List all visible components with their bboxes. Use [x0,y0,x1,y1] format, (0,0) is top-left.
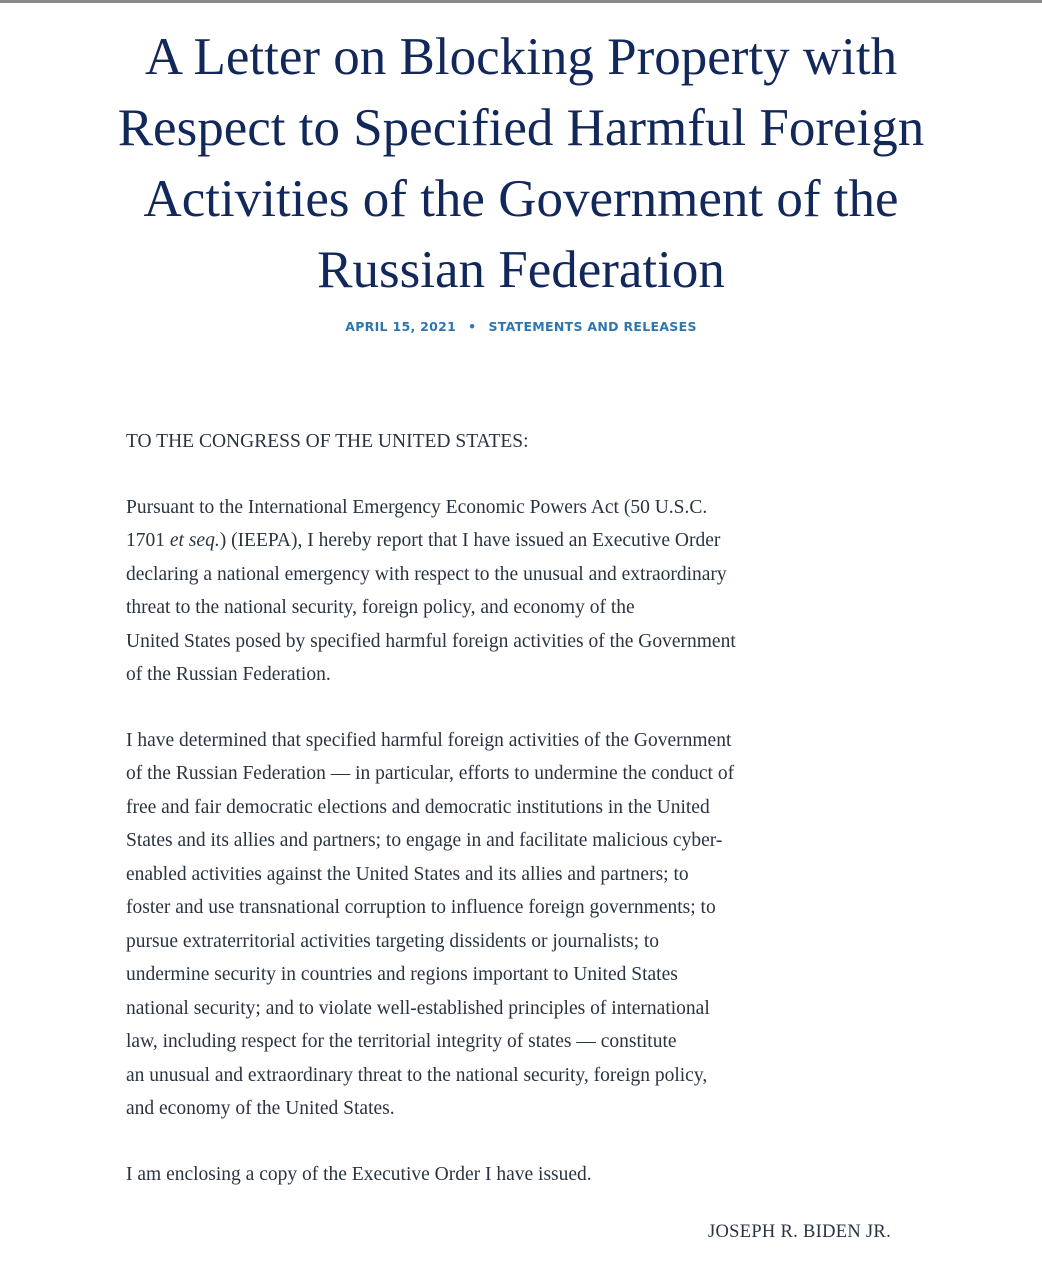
text-line: enabled activities against the United States and its allies and partners; to [126,863,689,885]
italic-citation: et seq. [169,530,220,551]
title-line: A Letter on Blocking Property with [144,28,898,86]
text-line: Pursuant to the International Emergency Economic Powers Act (50 U.S.C. [126,496,708,518]
paragraph-1 [126,491,906,692]
text-line: pursue extraterritorial activities targeting dissidents or journalists; to [126,930,660,952]
page-title [0,22,1042,306]
text-line: United States posed by specified harmful foreign activities of the Government [126,630,736,652]
article-meta [0,319,1042,334]
text-line: an unusual and extraordinary threat to the national security, foreign policy, [126,1064,708,1086]
text-line: of the Russian Federation. [126,664,331,685]
text-line: threat to the national security, foreign policy, and economy of the [126,597,635,618]
text-line: States and its allies and partners; to engage in and facilitate malicious cyber- [126,830,723,851]
meta-separator: • [468,319,477,334]
text-line: national security; and to violate well-established principles of international [126,997,710,1019]
text-line: I have determined that specified harmful foreign activities of the Government [126,729,732,751]
letter-body [126,425,906,1223]
text-line: and economy of the United States. [126,1098,395,1119]
salutation: TO THE CONGRESS OF THE UNITED STATES: [126,431,529,452]
text-fragment: 1701 [126,530,170,551]
text-line: undermine security in countries and regions important to United States [126,964,678,985]
title-line: Russian Federation [317,241,725,299]
title-line: Activities of the Government of the [143,170,899,228]
text-line: of the Russian Federation — in particular, efforts to undermine the conduct of [126,763,735,784]
paragraph-2 [126,724,906,1126]
text-line: law, including respect for the territorial integrity of states — constitute [126,1031,677,1052]
top-border [0,0,1042,3]
text-line: free and fair democratic elections and democratic institutions in the United [126,796,710,818]
title-line: Respect to Specified Harmful Foreign [117,99,925,157]
paragraph-3: I am enclosing a copy of the Executive Order I have issued. [126,1163,592,1185]
text-line: foster and use transnational corruption to influence foreign governments; to [126,897,716,918]
category-link[interactable]: STATEMENTS AND RELEASES [488,319,697,334]
text-line [126,524,906,558]
text-fragment: ) (IEEPA), I hereby report that I have issued an Executive Order [219,530,721,551]
text-line: declaring a national emergency with respect to the unusual and extraordinary [126,563,727,585]
signature: JOSEPH R. BIDEN JR. [707,1222,891,1242]
publish-date: APRIL 15, 2021 [345,319,457,334]
